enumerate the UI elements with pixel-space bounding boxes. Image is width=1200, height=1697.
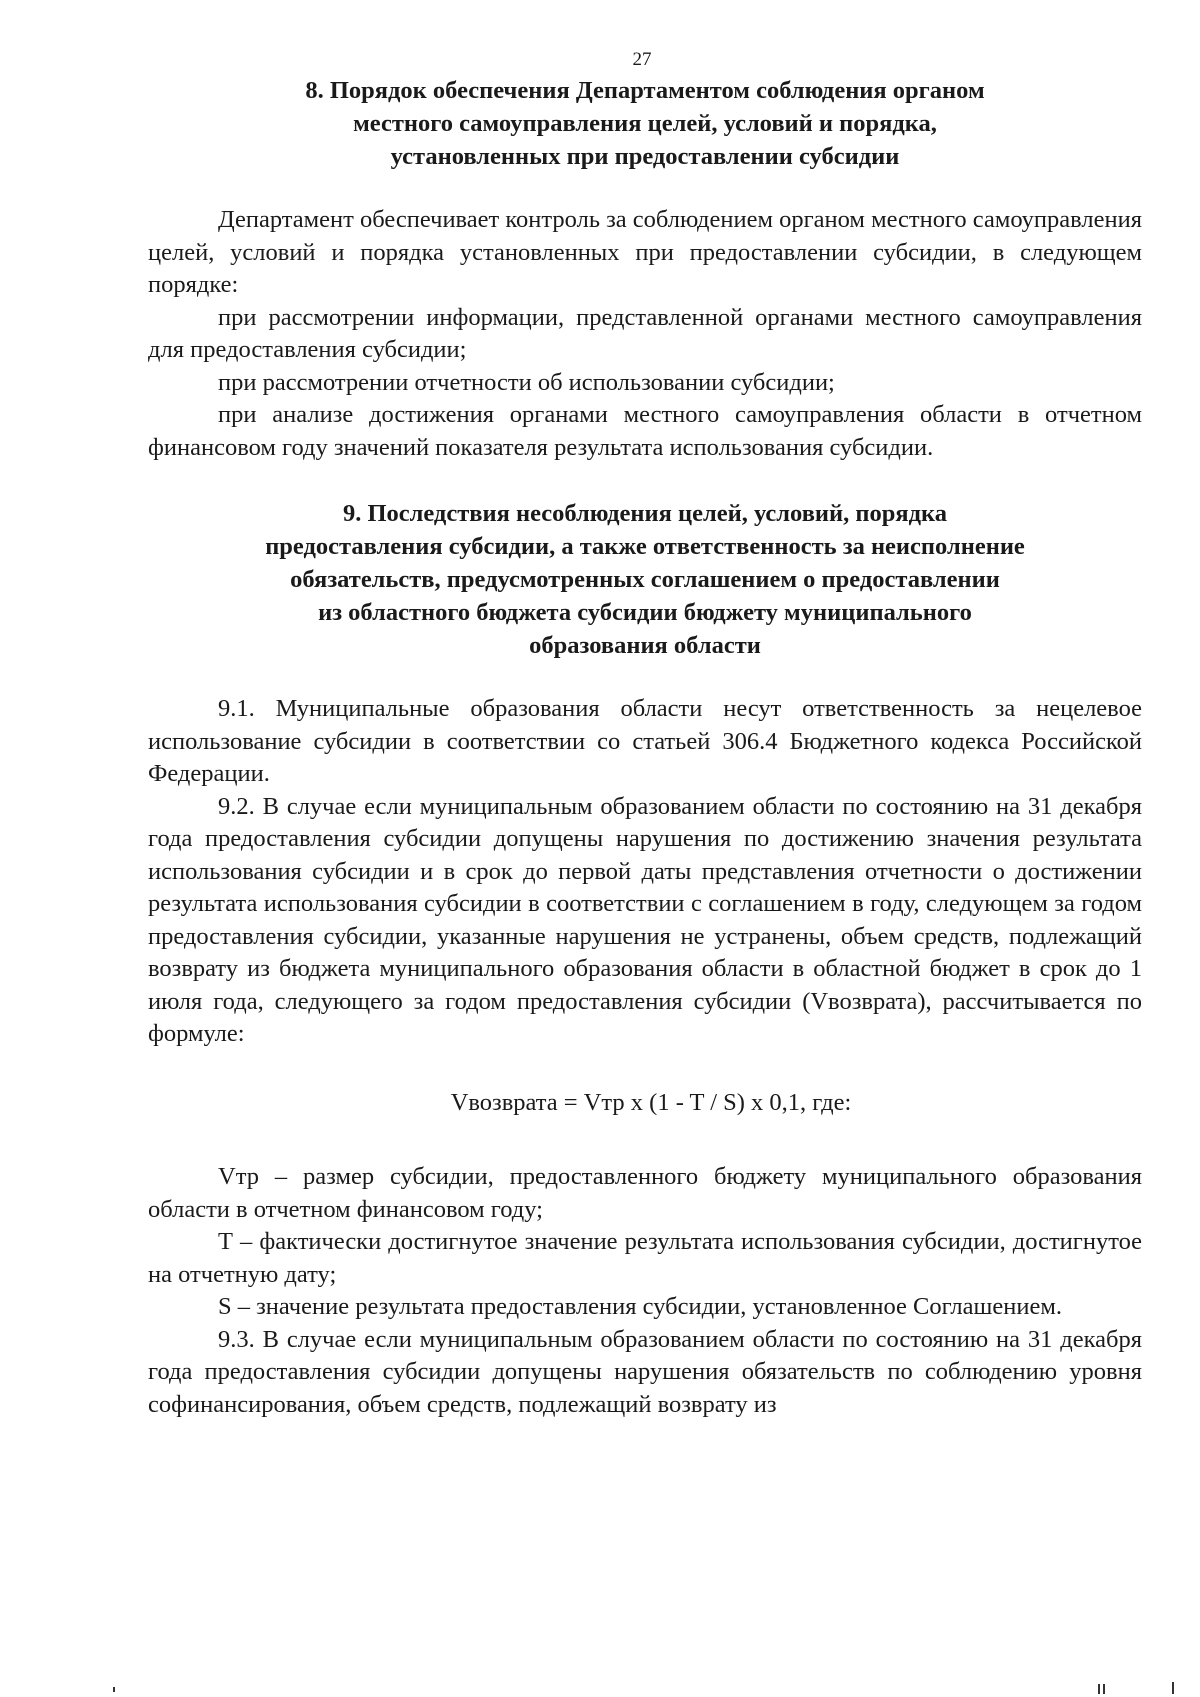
formula-definition-s: S – значение результата предоставления субсидии, установленное Соглашением. [218, 1293, 1062, 1320]
section-8-paragraph: при рассмотрении отчетности об использовании субсидии; [218, 368, 835, 396]
scan-artifact [1103, 1684, 1105, 1694]
refund-formula: Vвозврата = Vтр x (1 - T / S) x 0,1, где: [450, 1088, 852, 1116]
heading-line: образования области [529, 632, 761, 659]
scan-artifact [1098, 1684, 1100, 1694]
formula-definition-t: Т – фактически достигнутое значение результата использования субсидии, достигнутое на отчетную дату; [148, 1228, 1142, 1288]
page-number: 27 [632, 49, 652, 70]
section-8-paragraph: Департамент обеспечивает контроль за соблюдением органом местного самоуправления целей, условий и порядка установленных при предоставлении субсидии, в следующем порядке: [148, 206, 1143, 298]
scan-artifact [1172, 1682, 1174, 1694]
paragraph-9-2: 9.2. В случае если муниципальным образованием области по состоянию на 31 декабря года предоставления субсидии допущены нарушения по достижению значения результата использования субсидии и в срок до первой даты представления отчетности о достижении результата использования субсидии в соответствии с соглашением в году, следующем за годом предоставления субсидии, указанные нарушения не устранены, объем средств, подлежащий возврату из бюджета муниципального образования области в областной бюджет в срок до 1 июля года, следующего за годом предоставления субсидии (Vвозврата), рассчитывается по формуле: [148, 792, 1142, 1047]
heading-line: местного самоуправления целей, условий и порядка, [353, 110, 937, 137]
heading-line: установленных при предоставлении субсидии [390, 143, 900, 170]
heading-line: 9. Последствия несоблюдения целей, условий, порядка [342, 500, 948, 527]
heading-line: обязательств, предусмотренных соглашением о предоставлении [290, 566, 1000, 593]
heading-line: 8. Порядок обеспечения Департаментом соблюдения органом [305, 77, 985, 104]
section-8-paragraph: при анализе достижения органами местного самоуправления области в отчетном финансовом году значений показателя результата использования субсидии. [148, 401, 1142, 461]
document-body [148, 74, 1142, 1421]
formula-definition-vtr: Vтр – размер субсидии, предоставленного бюджету муниципального образования области в отчетном финансовом году; [148, 1163, 1142, 1223]
section-8-heading [148, 74, 1142, 173]
heading-line: из областного бюджета субсидии бюджету муниципального [318, 599, 972, 626]
scan-artifact [113, 1687, 115, 1692]
heading-line: предоставления субсидии, а также ответственность за неисполнение [265, 533, 1025, 560]
paragraph-9-1: 9.1. Муниципальные образования области несут ответственность за нецелевое использование субсидии в соответствии со статьей 306.4 Бюджетного кодекса Российской Федерации. [148, 695, 1142, 787]
section-8-paragraph: при рассмотрении информации, представленной органами местного самоуправления для предоставления субсидии; [148, 303, 1142, 363]
paragraph-9-3: 9.3. В случае если муниципальным образованием области по состоянию на 31 декабря года предоставления субсидии допущены нарушения обязательств по соблюдению уровня софинансирования, объем средств, подлежащий возврату из [148, 1325, 1142, 1418]
section-9-heading [148, 497, 1142, 662]
